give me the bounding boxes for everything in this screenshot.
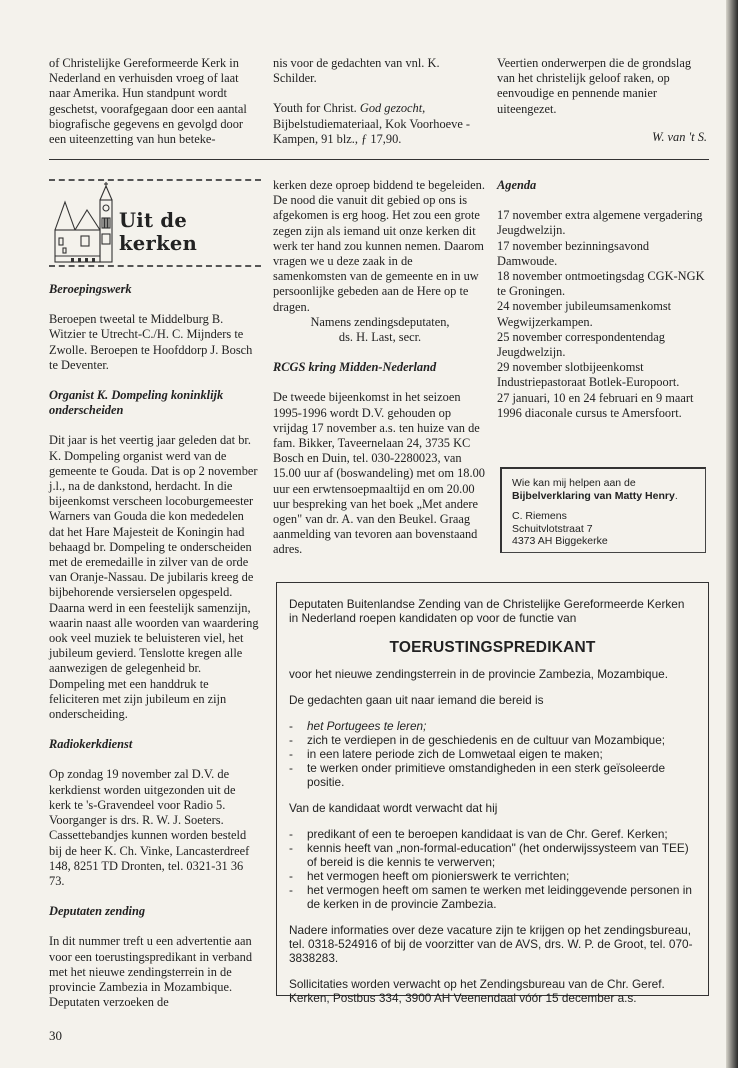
heading-radiokerkdienst: Radiokerkdienst [49,737,133,752]
section-title: Uit de kerken [119,209,198,255]
vacancy-title: TOERUSTINGSPREDIKANT [389,639,596,656]
text-organist: Dit jaar is het veertig jaar geleden dat br. K. Dompeling organist werd van de gemeente te Gouda. Dat is op 2 november j.l., na de dankstond, herdacht. In die bijeenkomst verscheen locoburgemeester Warners van Gouda die kon mededelen dat het Hare Majesteit de Koningin had behaagd br. Dompeling te onderscheiden met de eremedaille in zilver van de orde van Oranje-Nassau. De jubilaris kreeg de bijbehorende versierselen opgespeld. Daarna werd in een feestelijk samenzijn, waarin naast alle woorden van waardering ook veel muziek te beluisteren viel, het jubileum gevierd. Tenslotte kregen alle aanwezigen de gelegenheid br. Dompeling met een handdruk te feliciteren met zijn jubileum en zijn onderscheiding. [49,433,259,722]
vacancy-intro: Deputaten Buitenlandse Zending van de Christelijke Gereformeerde Kerken in Nederland roepen kandidaten op voor de functie van [289,597,685,625]
list-item [289,747,696,761]
top-text-3: Veertien onderwerpen die de grondslag van het christelijk geloof raken, op eenvoudige en pennende manier uiteengezet. [497,56,692,116]
ideas-lead: De gedachten gaan uit naar iemand die bereid is [289,693,544,707]
list-item [289,841,696,869]
text-radiokerkdienst: Op zondag 19 november zal D.V. de kerkdienst worden uitgezonden uit de kerk te 's-Gravendeel voor Radio 5. Voorganger is drs. R. W. J. Soeters. Cassettebandjes kunnen worden besteld bij de heer K. Ch. Vinke, Lancasterdreef 148, 8251 TD Dronten, tel. 0321-31 36 73. [49,767,250,888]
idea-text: te werken onder primitieve omstandigheden in een sterk geïsoleerde positie. [307,761,666,789]
list-item [289,883,696,911]
agenda-item: 25 november correspondentendag Jeugdwelzijn. [497,329,665,360]
small-ad-city: 4373 AH Biggekerke [512,535,608,547]
bullet: - [289,869,293,883]
column-2 [273,178,487,558]
agenda-item: 18 november ontmoetingsdag CGK-NGK te Groningen. [497,269,705,299]
book-review-prefix: Youth for Christ. [273,101,360,116]
book-review-rest: , Bijbelstudiemateriaal, Kok Voorhoeve - Kampen, 91 blz., ƒ 17,90. [273,101,471,146]
ideas-list [289,719,696,789]
heading-beroepingswerk: Beroepingswerk [49,282,132,296]
agenda-item: 29 november slotbijeenkomst Industriepastoraat Botlek-Europoort. [497,360,680,390]
church-icon [51,180,121,266]
expect-text: kennis heeft van „non-formal-education" (het onderwijssysteem van TEE) of bereid is die kennis te verwerven; [307,841,689,869]
idea-text: in een latere periode zich de Lomwetaal eigen te maken; [307,747,603,761]
expect-text: het vermogen heeft om samen te werken met leidinggevende personen in de kerken in de provincie Zambezia. [307,883,692,911]
heading-agenda: Agenda [497,178,537,192]
heading-organist: Organist K. Dompeling koninklijk onderscheiden [49,388,224,418]
text-beroepingswerk: Beroepen tweetal te Middelburg B. Witzier te Utrecht-C./H. C. Mijnders te Zwolle. Beroepen te Hoofddorp J. Bosch te Deventer. [49,312,253,372]
vacancy-subtitle: voor het nieuwe zendingsterrein in de provincie Zambezia, Mozambique. [289,667,669,681]
small-ad-request [512,477,695,502]
vacancy-advertisement [276,582,709,1005]
small-ad-name: C. Riemens [512,510,567,522]
expect-text: het vermogen heeft om pionierswerk te verrichten; [307,869,570,883]
top-text-1: of Christelijke Gereformeerde Kerk in Nederland en verhuisden vroeg of laat naar Amerika. Hun standpunt wordt geschetst, voorafgegaan door een aantal biografische gegevens en gevolgd door een uiteenzetting van hun beteke- [49,56,247,147]
small-advertisement [500,467,706,553]
dashed-rule-bottom [49,265,261,267]
text-deputaten-zending: In dit nummer treft u een advertentie aan voor een toerustingspredikant in verband met het nieuwe zendingsterrein in de provincie Zambezia in Mozambique. Deputaten verzoeken de [49,934,253,1010]
list-item [289,761,696,789]
vacancy-apply: Sollicitaties worden verwacht op het Zendingsbureau van de Chr. Geref. Kerken, Postbus 334, 3900 AH Veenendaal vóór 15 december a.s. [289,977,665,1005]
top-column-3 [497,56,707,148]
book-review [273,101,480,147]
agenda-item: 27 januari, 10 en 24 februari en 9 maart 1996 diaconale cursus te Amersfoort. [497,390,694,420]
top-column-2 [273,56,480,148]
agenda-item: 17 november extra algemene vergadering Jeugdwelzijn. [497,208,703,238]
small-ad-book: Bijbelverklaring van Matty Henry [512,489,675,502]
heading-deputaten-zending: Deputaten zending [49,904,146,919]
bullet: - [289,747,293,761]
book-review-title: God gezocht [359,101,423,116]
bullet: - [289,841,293,855]
section-divider [49,159,709,160]
agenda-item: 17 november bezinningsavond Damwoude. [497,238,650,268]
idea-text: het Portugees te leren; [307,719,427,733]
list-item [289,719,696,733]
list-item [289,827,696,841]
signature-line-1: Namens zendingsdeputaten, [310,314,450,329]
top-column-1 [49,56,256,148]
vacancy-info: Nadere informaties over deze vacature zijn te krijgen op het zendingsbureau, tel. 0318-524916 of bij de voorzitter van de AVS, drs. W. P. de Groot, tel. 070-3838283. [289,923,693,965]
section-header [49,175,261,265]
list-item [289,733,696,747]
expect-lead: Van de kandidaat wordt verwacht dat hij [289,801,498,815]
page-number: 30 [49,1028,62,1043]
bullet: - [289,761,293,775]
signature-line-2: ds. H. Last, secr. [338,330,422,345]
page-edge-shadow [726,0,738,1068]
text-deputaten-cont: kerken deze oproep biddend te begeleiden. De nood die vanuit dit gebied op ons is afgekomen is erg hoog. Het zou een grote zegen zijn als iemand uit onze kerken dit werk ter hand zou kunnen nemen. Daarom vragen we u deze zaak in de samenkomsten van de gemeente en in uw persoonlijke gebeden aan de Here op te dragen. [273,178,485,314]
small-ad-prefix: Wie kan mij helpen aan de [512,477,636,489]
agenda-item: 24 november jubileumsamenkomst Wegwijzerkampen. [497,299,672,329]
list-item [289,869,696,883]
bullet: - [289,827,293,841]
expect-list [289,827,696,911]
idea-text: zich te verdiepen in de geschiedenis en de cultuur van Mozambique; [307,733,666,747]
small-ad-suffix: . [674,489,678,502]
agenda-column [497,178,712,421]
bullet: - [289,719,293,733]
top-text-2: nis voor de gedachten van vnl. K. Schilder. [273,56,440,86]
expect-text: predikant of een te beroepen kandidaat is van de Chr. Geref. Kerken; [307,827,668,841]
small-ad-street: Schuitvlotstraat 7 [512,522,593,535]
text-rcgs: De tweede bijeenkomst in het seizoen 1995-1996 wordt D.V. gehouden op vrijdag 17 november a.s. ten huize van de fam. Bikker, Taveernelaan 24, 3735 KC Bosch en Duin, tel. 030-2280023, van 15.00 uur af (boswandeling) met om 18.00 uur een erwtensoepmaaltijd en om 20.00 uur bespreking van het boek „Met andere ogen" van dr. A. van den Beukel. Graag aanmelding van tevoren aan bovenstaand adres. [273,390,485,557]
heading-rcgs: RCGS kring Midden-Nederland [273,360,437,375]
review-signature: W. van 't S. [652,129,707,144]
bullet: - [289,733,293,747]
bullet: - [289,883,293,897]
column-1 [49,282,259,1010]
